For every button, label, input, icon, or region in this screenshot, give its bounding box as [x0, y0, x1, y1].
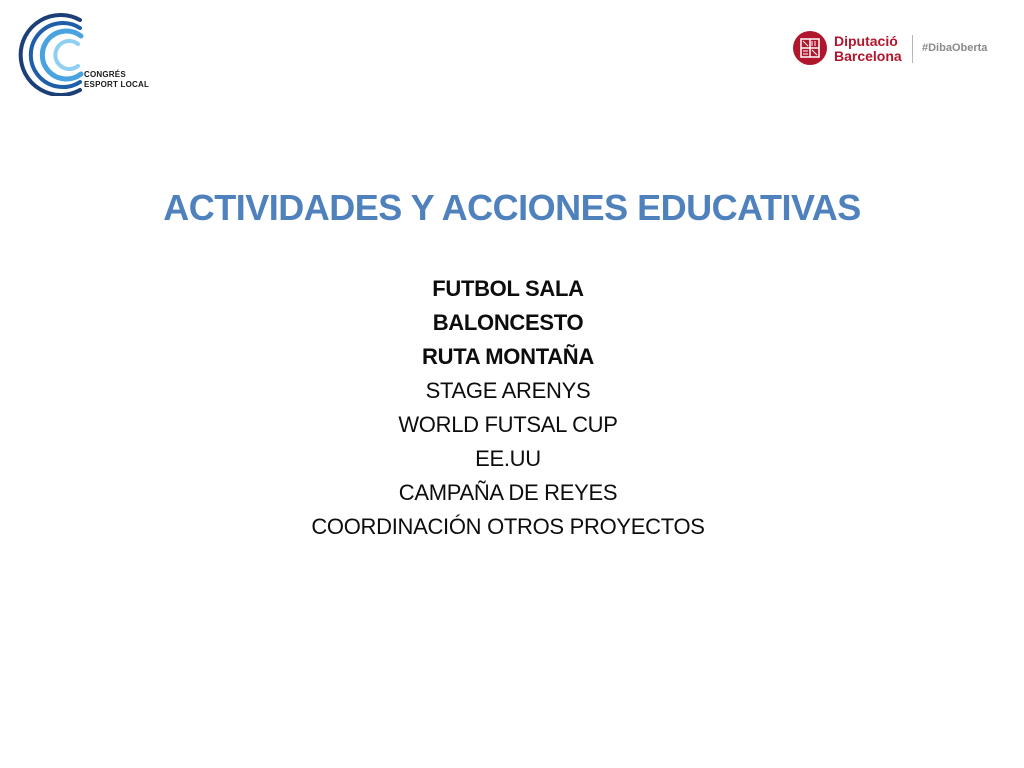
activity-item: WORLD FUTSAL CUP [398, 412, 618, 437]
congres-esport-local-logo [18, 12, 158, 96]
activity-item: RUTA MONTAÑA [422, 344, 594, 369]
activities-list [0, 272, 1016, 544]
concentric-arcs-logo-icon [18, 12, 90, 96]
diputacio-seal-icon [792, 30, 828, 66]
activity-item: CAMPAÑA DE REYES [398, 480, 618, 505]
activity-item: EE.UU [475, 446, 541, 471]
diba-name-line-1: Diputació [834, 33, 898, 49]
activity-item: COORDINACIÓN OTROS PROYECTOS [311, 514, 705, 539]
logo-line-2: ESPORT LOCAL [84, 80, 150, 89]
diputacio-barcelona-logo [792, 30, 1002, 70]
activity-item: FUTBOL SALA [432, 276, 584, 301]
activity-item: STAGE ARENYS [425, 378, 591, 403]
diba-hashtag: #DibaOberta [922, 42, 988, 54]
congres-logo-text [84, 70, 149, 90]
diba-name [834, 34, 902, 64]
logo-divider [912, 35, 913, 63]
diba-name-line-2: Barcelona [834, 48, 902, 64]
page-title: ACTIVIDADES Y ACCIONES EDUCATIVAS [163, 187, 861, 228]
logo-line-1: CONGRÉS [84, 70, 126, 79]
activity-item: BALONCESTO [432, 310, 584, 335]
